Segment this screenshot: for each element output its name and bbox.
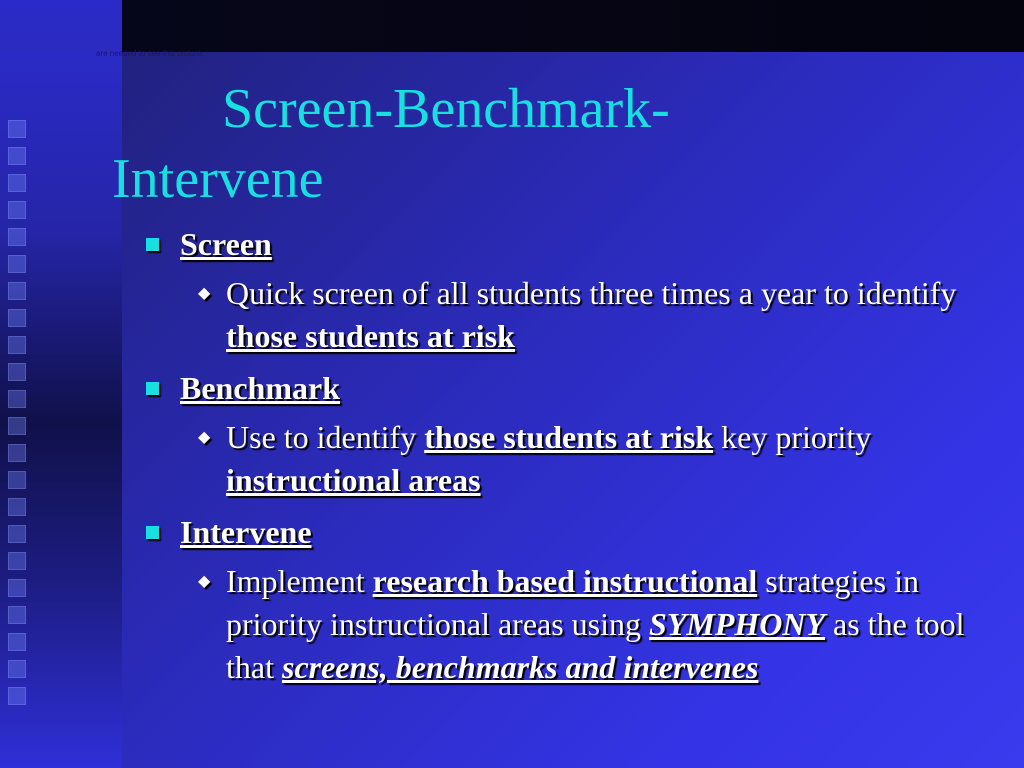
bullet-screen (140, 222, 990, 266)
sub-bullet-screen (140, 272, 990, 358)
sub-emphasis: those students at risk (424, 419, 714, 455)
sub-text: Implement (226, 563, 373, 599)
bullet-intervene (140, 510, 990, 554)
decorative-squares (8, 120, 28, 714)
diamond-bullet-icon: ◆ (198, 429, 211, 446)
sub-bullet-benchmark (140, 416, 990, 502)
sub-text: Use to identify (226, 419, 425, 455)
diamond-bullet-icon: ◆ (198, 285, 211, 302)
sub-emphasis: those students at risk (226, 318, 515, 354)
title-line-2: Intervene (112, 148, 324, 210)
sub-text: as the tool that (226, 606, 965, 685)
sub-emphasis-italic: SYMPHONY (649, 606, 826, 642)
left-decorative-band (0, 0, 122, 768)
slide-title (112, 74, 872, 214)
square-bullet-icon (146, 238, 159, 251)
picture-placeholder-text: are needed to see this picture. (96, 49, 204, 58)
bullet-benchmark (140, 366, 990, 410)
sub-emphasis: research based instructional (372, 563, 758, 599)
square-bullet-icon (146, 382, 159, 395)
sub-text: strategies in priority instructional areas using (226, 563, 919, 642)
bullet-label: Screen (180, 226, 272, 262)
bullet-label: Benchmark (180, 370, 340, 406)
sub-emphasis-italic: screens, benchmarks and intervenes (281, 649, 759, 685)
title-line-1: Screen-Benchmark- (222, 78, 670, 140)
sub-bullet-intervene (140, 560, 990, 689)
bullet-label: Intervene (180, 514, 312, 550)
top-left-corner (0, 0, 122, 52)
top-decorative-band (122, 0, 1024, 52)
bullet-list (140, 222, 990, 697)
square-bullet-icon (146, 526, 159, 539)
sub-emphasis: instructional areas (226, 462, 481, 498)
diamond-bullet-icon: ◆ (198, 573, 211, 590)
sub-text: Quick screen of all students three times a year to identify (226, 275, 957, 311)
sub-text: key priority (713, 419, 872, 455)
